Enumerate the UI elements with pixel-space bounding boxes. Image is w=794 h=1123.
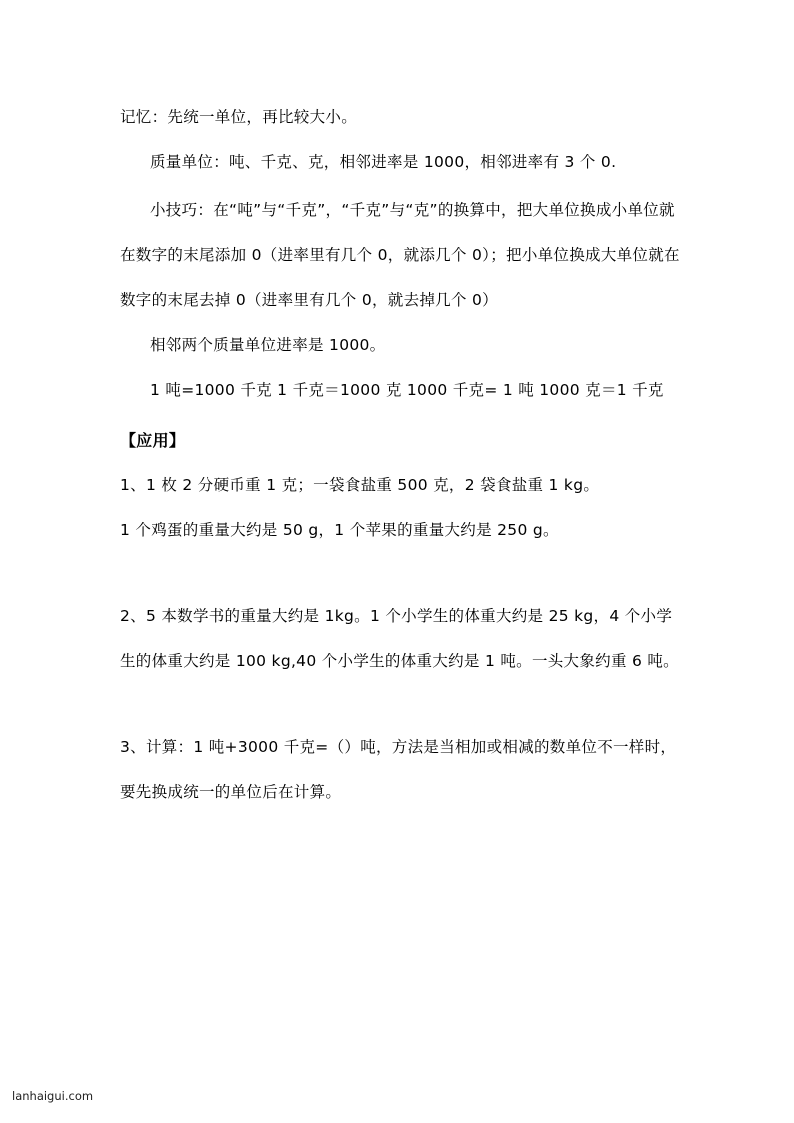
footer-site-url: lanhaigui.com <box>12 1089 94 1103</box>
application-item-2: 2、5 本数学书的重量大约是 1kg。1 个小学生的体重大约是 25 kg，4 个小学生的体重大约是 100 kg,40 个小学生的体重大约是 1 吨。一头大象约重 6 吨。 <box>120 607 679 670</box>
memory-paragraph: 记忆：先统一单位，再比较大小。 <box>120 108 358 126</box>
application-item-1-line-1: 1、1 枚 2 分硬币重 1 克；一袋食盐重 500 克，2 袋食盐重 1 kg。 <box>120 476 600 494</box>
mass-units-paragraph: 质量单位：吨、千克、克，相邻进率是 1000，相邻进率有 3 个 0. <box>150 153 617 171</box>
conversions-paragraph: 1 吨=1000 千克 1 千克＝1000 克 1000 千克= 1 吨 1000 克＝1 千克 <box>150 381 664 399</box>
application-heading: 【应用】 <box>120 431 186 450</box>
tips-paragraph: 小技巧：在“吨”与“千克”，“千克”与“克”的换算中，把大单位换成小单位就在数字的末尾添加 0（进率里有几个 0，就添几个 0）；把小单位换成大单位就在数字的末尾去掉 0（进率里有几个 0，就去掉几个 0） <box>120 201 680 309</box>
application-item-1-line-2: 1 个鸡蛋的重量大约是 50 g，1 个苹果的重量大约是 250 g。 <box>120 521 559 539</box>
application-item-3: 3、计算：1 吨+3000 千克=（）吨，方法是当相加或相减的数单位不一样时，要先换成统一的单位后在计算。 <box>120 738 677 801</box>
adjacent-rate-paragraph: 相邻两个质量单位进率是 1000。 <box>150 336 386 354</box>
document-body <box>120 95 680 815</box>
